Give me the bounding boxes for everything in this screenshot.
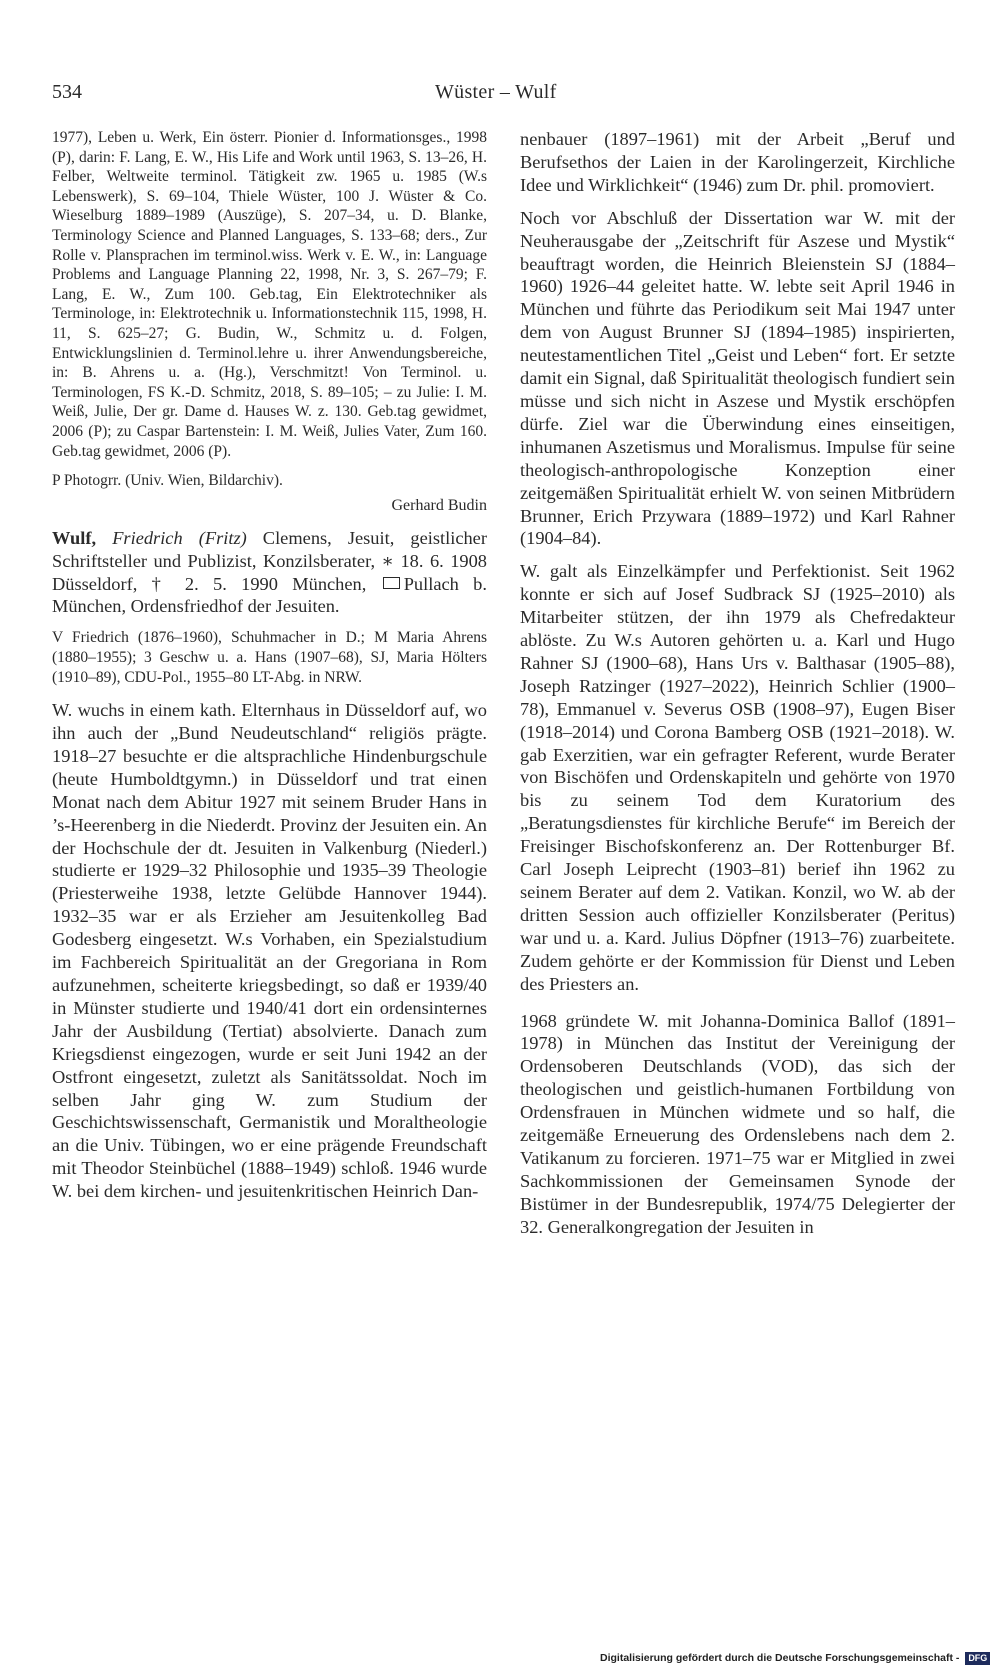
digitization-footer xyxy=(600,1652,990,1665)
body-paragraph: W. wuchs in einem kath. Elternhaus in Düsseldorf auf, wo ihn auch der „Bund Neudeutschland“ religiös prägte. 1918–27 besuchte er die altsprachliche Hindenburgschule (heute Humboldtgymn.) in Düsseldorf und trat einen Monat nach dem Abitur 1927 mit seinem Bruder Hans in ’s-Heerenberg in die Niederdt. Provinz der Jesuiten ein. An der Hochschule der dt. Jesuiten in Valkenburg (Niederl.) studierte er 1929–32 Philosophie und 1935–39 Theologie (Priesterweihe 1938, letzte Gelübde Hannover 1944). 1932–35 war er als Erzieher am Jesuitenkolleg Bad Godesberg eingesetzt. W.s Vorhaben, ein Spezialstudium im Fachbereich Spiritualität an der Gregoriana in Rom aufzunehmen, scheiterte kriegsbedingt, so daß er 1939/40 in Münster studierte und 1940/41 dort ein ordensinternes Jahr der Ausbildung (Tertiat) absolvierte. Danach zum Kriegsdienst eingezogen, wurde er seit Juni 1942 an der Ostfront eingesetzt, zuletzt als Sanitätssoldat. Noch im selben Jahr ging W. zum Studium der Geschichtswissenschaft, Germanistik und Moraltheologie an die Univ. Tübingen, wo er eine prägende Freundschaft mit Theodor Steinbüchel (1888–1949) schloß. 1946 wurde W. bei dem kirchen- und jesuitenkritischen Heinrich Dan- xyxy=(52,700,487,1202)
author-signature: Gerhard Budin xyxy=(391,496,487,514)
entry-burial-text: Pullach b. München, Ordensfriedhof der Jesuiten. xyxy=(52,573,487,617)
entry-given-names: Friedrich (Fritz) xyxy=(112,527,247,548)
entry-heading xyxy=(52,527,487,619)
portrait-note: P Photogrr. (Univ. Wien, Bildarchiv). xyxy=(52,472,283,490)
bibliography-continuation: 1977), Leben u. Werk, Ein österr. Pionier d. Informationsges., 1998 (P), darin: F. Lang, E. W., His Life and Work until 1963, S. 13–26, H. Felber, Weltweite terminol. Tätigkeit zw. 1965 u. 1985 (W.s Lebenswerk), S. 69–104, Thiele Wüster, 100 J. Wüster & Co. Wieselburg 1889–1989 (Auszüge), S. 207–34, u. D. Blanke, Terminology Science and Planned Languages, S. 133–68; ders., Zur Rolle v. Plansprachen im terminol.wiss. Werk v. E. W., in: Language Problems and Language Planning 22, 1998, Nr. 3, S. 267–79; F. Lang, E. W., Zum 100. Geb.tag, Ein Elektrotechniker als Terminologe, in: Elektrotechnik u. Informationstechnik 115, 1998, H. 11, S. 625–27; G. Budin, W., Schmitz u. d. Folgen, Entwicklungslinien d. Terminol.lehre u. ihrer Anwendungsbereiche, in: B. Ahrens u. a. (Hg.), Verschmitzt! Von Terminol. u. Terminologen, FS K.-D. Schmitz, 2018, S. 89–105; – zu Julie: I. M. Weiß, Julie, Der gr. Dame d. Hauses W. z. 130. Geb.tag gewidmet, 2006 (P); zu Caspar Bartenstein: I. M. Weiß, Julies Vater, Zum 160. Geb.tag gewidmet, 2006 (P). xyxy=(52,129,487,460)
right-column xyxy=(520,128,955,1239)
digitization-note: Digitalisierung gefördert durch die Deutsche Forschungsgemeinschaft - xyxy=(600,1652,960,1664)
running-head: Wüster – Wulf xyxy=(435,81,557,103)
burial-symbol-icon xyxy=(383,577,400,589)
body-paragraph: W. galt als Einzelkämpfer und Perfektionist. Seit 1962 konnte er sich auf Josef Sudbrack SJ (1925–2010) als Mitarbeiter stützen, der ihn 1979 als Chefredakteur ablöste. Zu W.s Autoren gehörten u. a. Karl und Hugo Rahner SJ (1900–68), Hans Urs v. Balthasar (1905–88), Joseph Ratzinger (1927–2022), Heinrich Schlier (1900–78), Emmanuel v. Severus OSB (1908–97), Eugen Biser (1918–2014) und Corona Bamberg OSB (1921–2018). W. gab Exerzitien, war ein gefragter Referent, wurde Berater von Bischöfen und Ordenskapiteln und gehörte von 1970 bis zu seinem Tod dem Kuratorium des „Beratungsdienstes für kirchliche Berufe“ im Bereich der Freisinger Bischofskonferenz an. Der Rottenburger Bf. Carl Joseph Leiprecht (1903–81) berief ihn 1962 zu seinem Berater auf dem 2. Vatikan. Konzil, wo W. ab der dritten Session auch offizieller Konzilsberater (Peritus) war und u. a. Kard. Julius Döpfner (1913–76) zuarbeitete. Zudem gehörte er der Kommission für Dienst und Leben des Priesters an. xyxy=(520,561,955,994)
body-paragraph: Noch vor Abschluß der Dissertation war W. mit der Neuherausgabe der „Zeitschrift für Aszese und Mystik“ beauftragt worden, die Heinrich Bleienstein SJ (1884–1960) 1926–44 geleitet hatte. W. lebte seit April 1946 in München und führte das Periodikum seit Mai 1947 unter dem von August Brunner SJ (1894–1985) inspirierten, neutestamentlichen Titel „Geist und Leben“ fort. Er setzte damit ein Signal, daß Spiritualität theologisch fundiert sein müsse und sich nicht in Aszese und Mystik erschöpfen dürfe. Ziel war die Überwindung eines einseitigen, inhumanen Aszetismus und Moralismus. Impulse für seine theologisch-anthropologische Konzeption einer zeitgemäßen Spiritualität erhielt W. von seinen Mitbrüdern Brunner, Erich Przywara (1889–1972) und Karl Rahner (1904–84). xyxy=(520,207,955,549)
entry-heading-text: Clemens, Jesuit, geistlicher Schriftsteller und Publizist, Konzilsberater, ∗ 18. 6. 1908 Düsseldorf, † 2. 5. 1990 München, xyxy=(52,527,487,594)
body-paragraph: nenbauer (1897–1961) mit der Arbeit „Beruf und Berufsethos der Laien in der Karolingerzeit, Kirchliche Idee und Wirklichkeit“ (1946) zum Dr. phil. promoviert. xyxy=(520,129,955,195)
entry-surname: Wulf, xyxy=(52,527,97,548)
dfg-logo: DFG xyxy=(965,1652,990,1665)
body-paragraph: 1968 gründete W. mit Johanna-Dominica Ballof (1891–1978) in München das Institut der Vereinigung der Ordensoberen Deutschlands (VOD), das sich der theologischen und geistlich-humanen Fortbildung von Ordensfrauen in München widmete und so half, die zeitgemäße Erneuerung des Ordenslebens nach dem 2. Vatikanum zu forcieren. 1971–75 war er Mitglied in zwei Sachkommissionen der Gemeinsamen Synode der Bistümer in der Bundesrepublik, 1974/75 Delegierter der 32. Generalkongregation der Jesuiten in xyxy=(520,1010,955,1237)
genealogy: V Friedrich (1876–1960), Schuhmacher in D.; M Maria Ahrens (1880–1955); 3 Geschw u. a. Hans (1907–68), SJ, Maria Hölters (1910–89), CDU-Pol., 1955–80 LT-Abg. in NRW. xyxy=(52,629,487,686)
left-column xyxy=(52,128,487,1203)
page-number: 534 xyxy=(52,81,82,103)
